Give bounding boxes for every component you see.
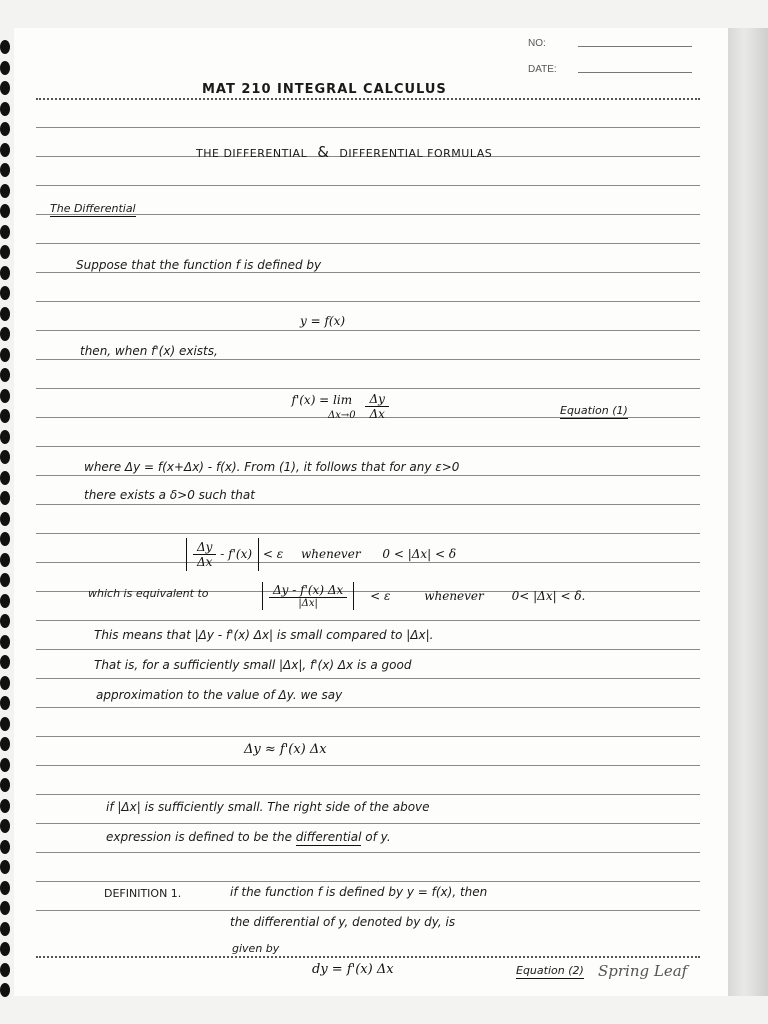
text-line-expression xyxy=(106,830,391,844)
binding-hole xyxy=(0,635,10,649)
ruled-line xyxy=(36,620,700,621)
binding-hole xyxy=(0,573,10,587)
subtitle-part1: THE DIFFERENTIAL xyxy=(196,147,308,160)
ruled-line xyxy=(36,910,700,911)
binding-hole xyxy=(0,204,10,218)
binding-hole xyxy=(0,676,10,690)
binding-hole xyxy=(0,102,10,116)
text-line-then: then, when f'(x) exists, xyxy=(80,344,218,358)
equation-approx: Δy ≈ f'(x) Δx xyxy=(244,742,327,757)
inequality-1 xyxy=(186,538,456,571)
ruled-line xyxy=(36,127,700,128)
top-dotted-rule xyxy=(36,98,700,100)
eq1-limit-sub: Δx→0 xyxy=(328,409,356,421)
ineq-condition: 0 < |Δx| < δ xyxy=(382,547,457,561)
binding-hole xyxy=(0,614,10,628)
ruled-line xyxy=(36,736,700,737)
binding-hole xyxy=(0,430,10,444)
binding-hole xyxy=(0,368,10,382)
binding-hole xyxy=(0,594,10,608)
subtitle-part2: DIFFERENTIAL FORMULAS xyxy=(339,147,493,160)
binding-hole xyxy=(0,471,10,485)
binding-hole xyxy=(0,225,10,239)
ineq-whenever: whenever xyxy=(301,547,361,561)
eq1-lhs: f'(x) = lim xyxy=(291,392,353,407)
date-label: DATE: xyxy=(528,64,557,75)
ruled-line xyxy=(36,707,700,708)
ruled-line xyxy=(36,794,700,795)
ineq2-lt: < ε xyxy=(370,588,391,603)
text-line-where: where Δy = f(x+Δx) - f(x). From (1), it follows that for any ε>0 xyxy=(84,460,460,474)
ruled-line xyxy=(36,185,700,186)
binding-hole xyxy=(0,307,10,321)
text-line-equivalent: which is equivalent to xyxy=(88,587,209,600)
ruled-line xyxy=(36,475,700,476)
text-line-if-dx: if |Δx| is sufficiently small. The right side of the above xyxy=(106,800,430,814)
text-line-that-is: That is, for a sufficiently small |Δx|, f'(x) Δx is a good xyxy=(94,658,412,672)
equation-dy: dy = f'(x) Δx xyxy=(312,962,394,977)
binding-hole xyxy=(0,778,10,792)
ineq2-whenever: whenever xyxy=(424,588,484,603)
ruled-line xyxy=(36,881,700,882)
subtitle-ampersand: & xyxy=(317,143,330,161)
binding-hole xyxy=(0,491,10,505)
binding-hole xyxy=(0,327,10,341)
binding-hole xyxy=(0,799,10,813)
binding-hole xyxy=(0,266,10,280)
equation-1 xyxy=(288,392,389,421)
binding-hole xyxy=(0,922,10,936)
binding-hole xyxy=(0,819,10,833)
ruled-line xyxy=(36,504,700,505)
ineq-lt: < ε xyxy=(262,547,284,561)
ruled-line xyxy=(36,823,700,824)
ruled-line xyxy=(36,852,700,853)
expression-post: of y. xyxy=(365,830,391,844)
ruled-line xyxy=(36,446,700,447)
ineq-denominator: Δx xyxy=(197,555,213,569)
text-line-differential-of-y: the differential of y, denoted by dy, is xyxy=(230,915,456,929)
text-line-suppose: Suppose that the function f is defined by xyxy=(76,258,322,272)
ruled-line xyxy=(36,388,700,389)
binding-hole xyxy=(0,963,10,977)
binding-hole xyxy=(0,81,10,95)
binding-hole xyxy=(0,61,10,75)
ineq2-condition: 0< |Δx| < δ. xyxy=(511,588,586,603)
background-surface xyxy=(728,28,768,996)
ineq2-denominator: |Δx| xyxy=(298,598,318,609)
binding-hole xyxy=(0,245,10,259)
expression-pre: expression is defined to be the xyxy=(106,830,292,844)
differential-word: differential xyxy=(295,830,362,844)
equation-2-label: Equation (2) xyxy=(516,964,584,977)
ruled-line xyxy=(36,678,700,679)
brand-logo: Spring Leaf xyxy=(598,962,688,980)
binding-hole xyxy=(0,942,10,956)
subtitle xyxy=(196,143,492,161)
ruled-line xyxy=(36,330,700,331)
ineq-rest: - f'(x) xyxy=(220,547,253,561)
date-line xyxy=(578,72,692,73)
notebook-paper xyxy=(14,28,728,996)
ineq-numerator: Δy xyxy=(193,540,216,555)
ruled-line xyxy=(36,533,700,534)
ruled-line xyxy=(36,649,700,650)
binding-hole xyxy=(0,696,10,710)
binding-hole xyxy=(0,348,10,362)
no-label: NO: xyxy=(528,38,546,49)
ineq2-numerator: Δy - f'(x) Δx xyxy=(269,583,347,598)
binding-hole xyxy=(0,655,10,669)
binding-hole xyxy=(0,389,10,403)
binding-hole xyxy=(0,122,10,136)
text-line-this-means: This means that |Δy - f'(x) Δx| is small compared to |Δx|. xyxy=(94,628,434,642)
binding-hole xyxy=(0,737,10,751)
ruled-line xyxy=(36,243,700,244)
binding-hole xyxy=(0,163,10,177)
ruled-line xyxy=(36,765,700,766)
binding-hole xyxy=(0,860,10,874)
binding-hole xyxy=(0,143,10,157)
binding-hole xyxy=(0,881,10,895)
ruled-line xyxy=(36,359,700,360)
binding-hole xyxy=(0,286,10,300)
text-line-approximation: approximation to the value of Δy. we say xyxy=(96,688,343,702)
no-line xyxy=(578,46,692,47)
ruled-line xyxy=(36,272,700,273)
bottom-dotted-rule xyxy=(36,956,700,958)
binding-hole xyxy=(0,450,10,464)
binding-hole xyxy=(0,40,10,54)
ruled-line xyxy=(36,301,700,302)
binding-hole xyxy=(0,512,10,526)
binding-hole xyxy=(0,758,10,772)
binding-hole xyxy=(0,717,10,731)
binding-hole xyxy=(0,409,10,423)
text-line-there-exists: there exists a δ>0 such that xyxy=(84,488,255,502)
binding-hole xyxy=(0,553,10,567)
equation-y-fx: y = f(x) xyxy=(300,314,346,328)
eq1-denominator: Δx xyxy=(369,407,385,421)
page-title: MAT 210 INTEGRAL CALCULUS xyxy=(202,82,447,97)
binding-hole xyxy=(0,532,10,546)
binding-hole xyxy=(0,983,10,997)
binding-hole xyxy=(0,184,10,198)
section-heading: The Differential xyxy=(50,202,136,215)
binding-hole xyxy=(0,901,10,915)
binding-hole xyxy=(0,840,10,854)
equation-1-label: Equation (1) xyxy=(560,404,628,417)
inequality-2 xyxy=(262,582,585,610)
definition-label: DEFINITION 1. xyxy=(104,887,182,900)
text-line-given-by: given by xyxy=(232,942,280,955)
eq1-numerator: Δy xyxy=(365,392,388,407)
text-line-definition: if the function f is defined by y = f(x), then xyxy=(230,885,488,899)
